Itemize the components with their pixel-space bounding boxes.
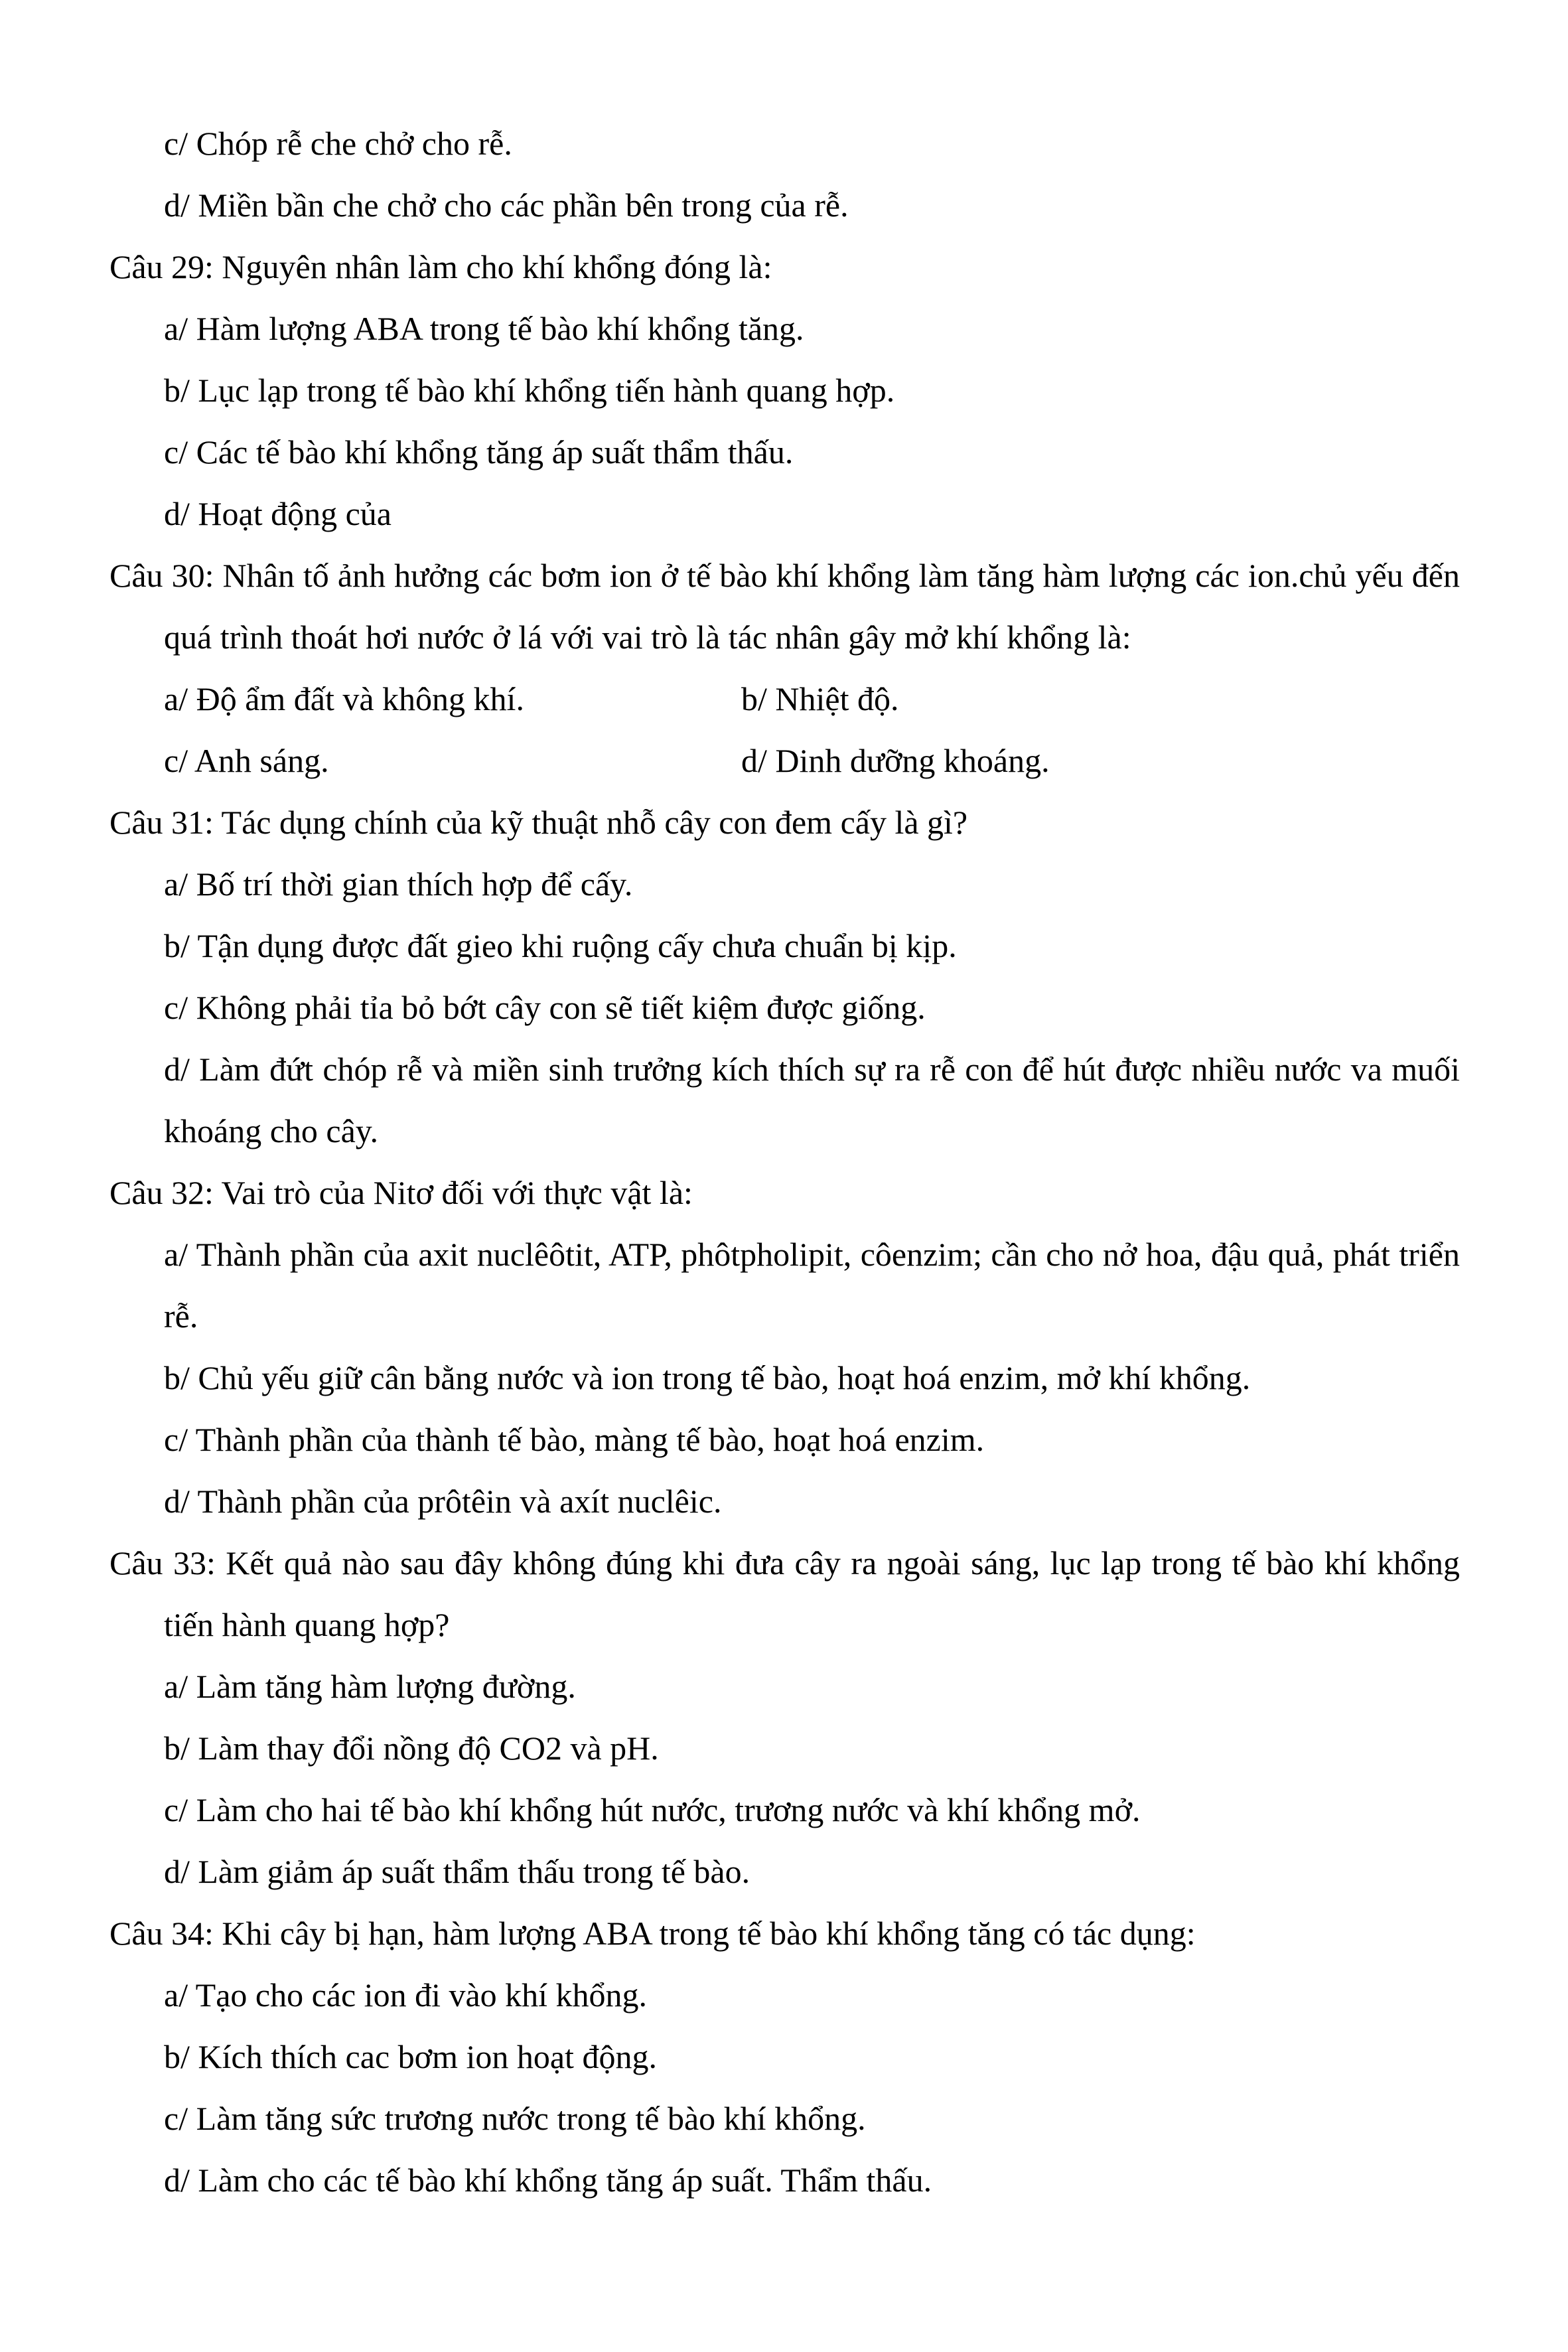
question-31: Câu 31: Tác dụng chính của kỹ thuật nhỗ cây con đem cấy là gì? — [109, 804, 968, 841]
answer-29-c: c/ Các tế bào khí khổng tăng áp suất thẩm thấu. — [164, 433, 794, 471]
answer-31-c: c/ Không phải tỉa bỏ bớt cây con sẽ tiết kiệm được giống. — [164, 989, 926, 1026]
answer-34-d: d/ Làm cho các tế bào khí khổng tăng áp suất. Thẩm thấu. — [164, 2162, 932, 2199]
answer-c: c/ Chóp rễ che chở cho rễ. — [164, 125, 512, 162]
answer-d: d/ Miền bần che chở cho các phần bên trong của rễ. — [164, 186, 849, 224]
answer-32-c: c/ Thành phần của thành tế bào, màng tế bào, hoạt hoá enzim. — [164, 1421, 985, 1458]
answers-30-row-2 — [109, 730, 1460, 792]
document-page — [109, 113, 1460, 2211]
answer-30-c: c/ Anh sáng. — [164, 742, 329, 779]
answer-30-a: a/ Độ ẩm đất và không khí. — [164, 680, 524, 717]
answer-29-d: d/ Hoạt động của — [164, 495, 392, 532]
answer-29-a: a/ Hàm lượng ABA trong tế bào khí khổng tăng. — [164, 310, 804, 347]
answer-33-d: d/ Làm giảm áp suất thẩm thấu trong tế bào. — [164, 1853, 750, 1890]
answer-33-c: c/ Làm cho hai tế bào khí khổng hút nước, trương nước và khí khổng mở. — [164, 1791, 1141, 1828]
question-29: Câu 29: Nguyên nhân làm cho khí khổng đóng là: — [109, 248, 772, 285]
answer-31-d: d/ Làm đứt chóp rễ và miền sinh trưởng kích thích sự ra rễ con để hút được nhiều nước va muối khoáng cho cây. — [164, 1051, 1460, 1149]
answer-31-b: b/ Tận dụng được đất gieo khi ruộng cấy chưa chuẩn bị kịp. — [164, 927, 957, 964]
answer-32-b: b/ Chủ yếu giữ cân bằng nước và ion trong tế bào, hoạt hoá enzim, mở khí khổng. — [164, 1359, 1251, 1396]
question-34: Câu 34: Khi cây bị hạn, hàm lượng ABA trong tế bào khí khổng tăng có tác dụng: — [109, 1915, 1196, 1952]
answer-30-d: d/ Dinh dưỡng khoáng. — [741, 742, 1050, 779]
question-32: Câu 32: Vai trò của Nitơ đối với thực vật là: — [109, 1174, 693, 1211]
answer-34-b: b/ Kích thích cac bơm ion hoạt động. — [164, 2038, 657, 2075]
answer-32-d: d/ Thành phần của prôtêin và axít nuclêic. — [164, 1483, 722, 1520]
question-30: Câu 30: Nhân tố ảnh hưởng các bơm ion ở tế bào khí khổng làm tăng hàm lượng các ion.chủ yếu đến quá trình thoát hơi nước ở lá với vai trò là tác nhân gây mở khí khổng là: — [109, 557, 1460, 656]
answer-33-a: a/ Làm tăng hàm lượng đường. — [164, 1668, 576, 1705]
answer-33-b: b/ Làm thay đổi nồng độ CO2 và pH. — [164, 1729, 659, 1767]
answer-29-b: b/ Lục lạp trong tế bào khí khổng tiến hành quang hợp. — [164, 372, 895, 409]
answer-32-a: a/ Thành phần của axit nuclêôtit, ATP, phôtpholipit, côenzim; cần cho nở hoa, đậu quả, phát triển rễ. — [164, 1236, 1460, 1335]
answer-34-a: a/ Tạo cho các ion đi vào khí khổng. — [164, 1976, 648, 2014]
question-33: Câu 33: Kết quả nào sau đây không đúng khi đưa cây ra ngoài sáng, lục lạp trong tế bào khí khổng tiến hành quang hợp? — [109, 1544, 1460, 1643]
answer-31-a: a/ Bố trí thời gian thích hợp để cấy. — [164, 865, 633, 903]
answers-30-row-1 — [109, 668, 1460, 730]
answer-30-b: b/ Nhiệt độ. — [741, 680, 899, 717]
answer-34-c: c/ Làm tăng sức trương nước trong tế bào khí khổng. — [164, 2100, 866, 2137]
